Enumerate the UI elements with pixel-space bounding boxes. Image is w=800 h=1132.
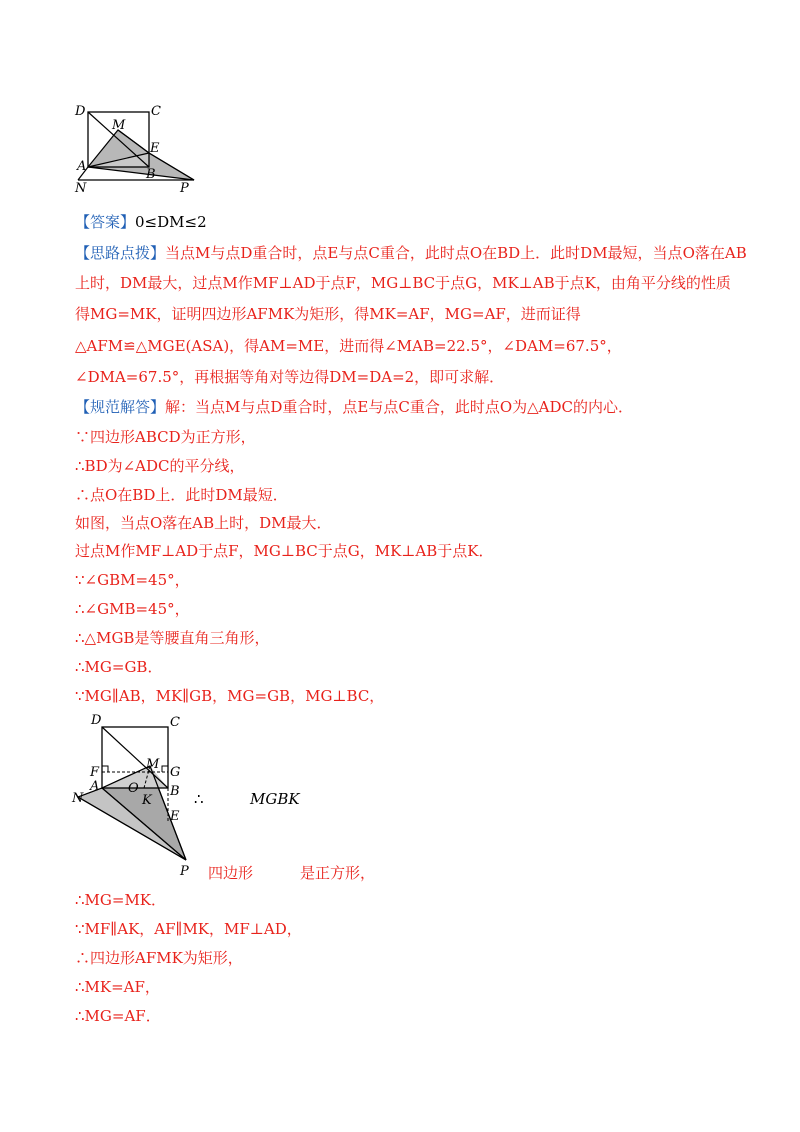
solution2-line-2: ∵MF∥AK，AF∥MK，MF⊥AD， bbox=[75, 920, 302, 938]
solution-tag: 【规范解答】 bbox=[75, 398, 166, 416]
hint-line-1 bbox=[75, 243, 747, 263]
quad-text: 四边形 bbox=[208, 864, 254, 882]
answer-line bbox=[75, 212, 207, 232]
label2-M: M bbox=[146, 757, 160, 772]
solution2-line-4: ∴MK=AF， bbox=[75, 978, 160, 996]
solution-line-4: ∴点O在BD上．此时DM最短． bbox=[75, 486, 288, 504]
label2-K: K bbox=[142, 793, 152, 808]
label2-O: O bbox=[128, 781, 139, 796]
solution2-line-5: ∴MG=AF． bbox=[75, 1007, 161, 1025]
hint-line-4: △AFM≌△MGE(ASA)，得AM=ME，进而得∠MAB=22.5°，∠DAM=67.5°， bbox=[75, 337, 622, 355]
solution-line-1 bbox=[75, 397, 633, 417]
solution-line-6: 过点M作MF⊥AD于点F，MG⊥BC于点G，MK⊥AB于点K． bbox=[75, 542, 494, 560]
label-N: N bbox=[75, 181, 87, 196]
label2-N: N bbox=[72, 791, 84, 806]
label2-D: D bbox=[91, 713, 102, 728]
label2-F: F bbox=[90, 765, 100, 780]
label-E: E bbox=[150, 141, 160, 156]
label2-B: B bbox=[170, 784, 180, 799]
therefore-mark: ∴ bbox=[194, 790, 204, 808]
label-M: M bbox=[112, 118, 126, 133]
label2-P: P bbox=[180, 864, 189, 879]
label-C: C bbox=[151, 104, 161, 119]
label-A: A bbox=[77, 159, 87, 174]
hint-line-2: 上时，DM最大，过点M作MF⊥AD于点F，MG⊥BC于点G，MK⊥AB于点K，由角平分线的性质 bbox=[75, 274, 731, 292]
mgbk-text: MGBK bbox=[250, 790, 300, 808]
solution-text-1: 解：当点M与点D重合时，点E与点C重合，此时点O为△ADC的内心． bbox=[165, 398, 633, 416]
figure-2 bbox=[70, 710, 205, 880]
figure-1 bbox=[70, 100, 200, 200]
hint-line-5: ∠DMA=67.5°，再根据等角对等边得DM=DA=2，即可求解． bbox=[75, 368, 505, 386]
label-P: P bbox=[180, 181, 189, 196]
solution-line-10: ∴MG=GB． bbox=[75, 658, 163, 676]
solution-line-5: 如图，当点O落在AB上时，DM最大． bbox=[75, 514, 332, 532]
solution-line-11: ∵MG∥AB，MK∥GB，MG=GB，MG⊥BC， bbox=[75, 687, 385, 705]
answer-value: 0≤DM≤2 bbox=[135, 213, 207, 231]
hint-text-1: 当点M与点D重合时，点E与点C重合，此时点O在BD上．此时DM最短，当点O落在AB bbox=[165, 244, 747, 262]
label2-E: E bbox=[170, 809, 180, 824]
label-D: D bbox=[75, 104, 86, 119]
solution-line-8: ∴∠GMB=45°， bbox=[75, 600, 190, 618]
answer-tag: 【答案】 bbox=[75, 213, 136, 231]
solution2-line-3: ∴四边形AFMK为矩形， bbox=[75, 949, 243, 967]
label2-C: C bbox=[170, 715, 180, 730]
solution-line-7: ∵∠GBM=45°， bbox=[75, 571, 190, 589]
solution-line-3: ∴BD为∠ADC的平分线， bbox=[75, 457, 245, 475]
solution-line-2: ∵四边形ABCD为正方形， bbox=[75, 428, 256, 446]
label2-G: G bbox=[170, 765, 181, 780]
hint-tag: 【思路点拨】 bbox=[75, 244, 166, 262]
hint-line-3: 得MG=MK，证明四边形AFMK为矩形，得MK=AF，MG=AF，进而证得 bbox=[75, 305, 581, 323]
solution2-line-1: ∴MG=MK． bbox=[75, 891, 167, 909]
solution-line-9: ∴△MGB是等腰直角三角形， bbox=[75, 629, 270, 647]
is-square-text: 是正方形， bbox=[300, 864, 376, 882]
label-B: B bbox=[146, 167, 156, 182]
label2-A: A bbox=[90, 779, 100, 794]
